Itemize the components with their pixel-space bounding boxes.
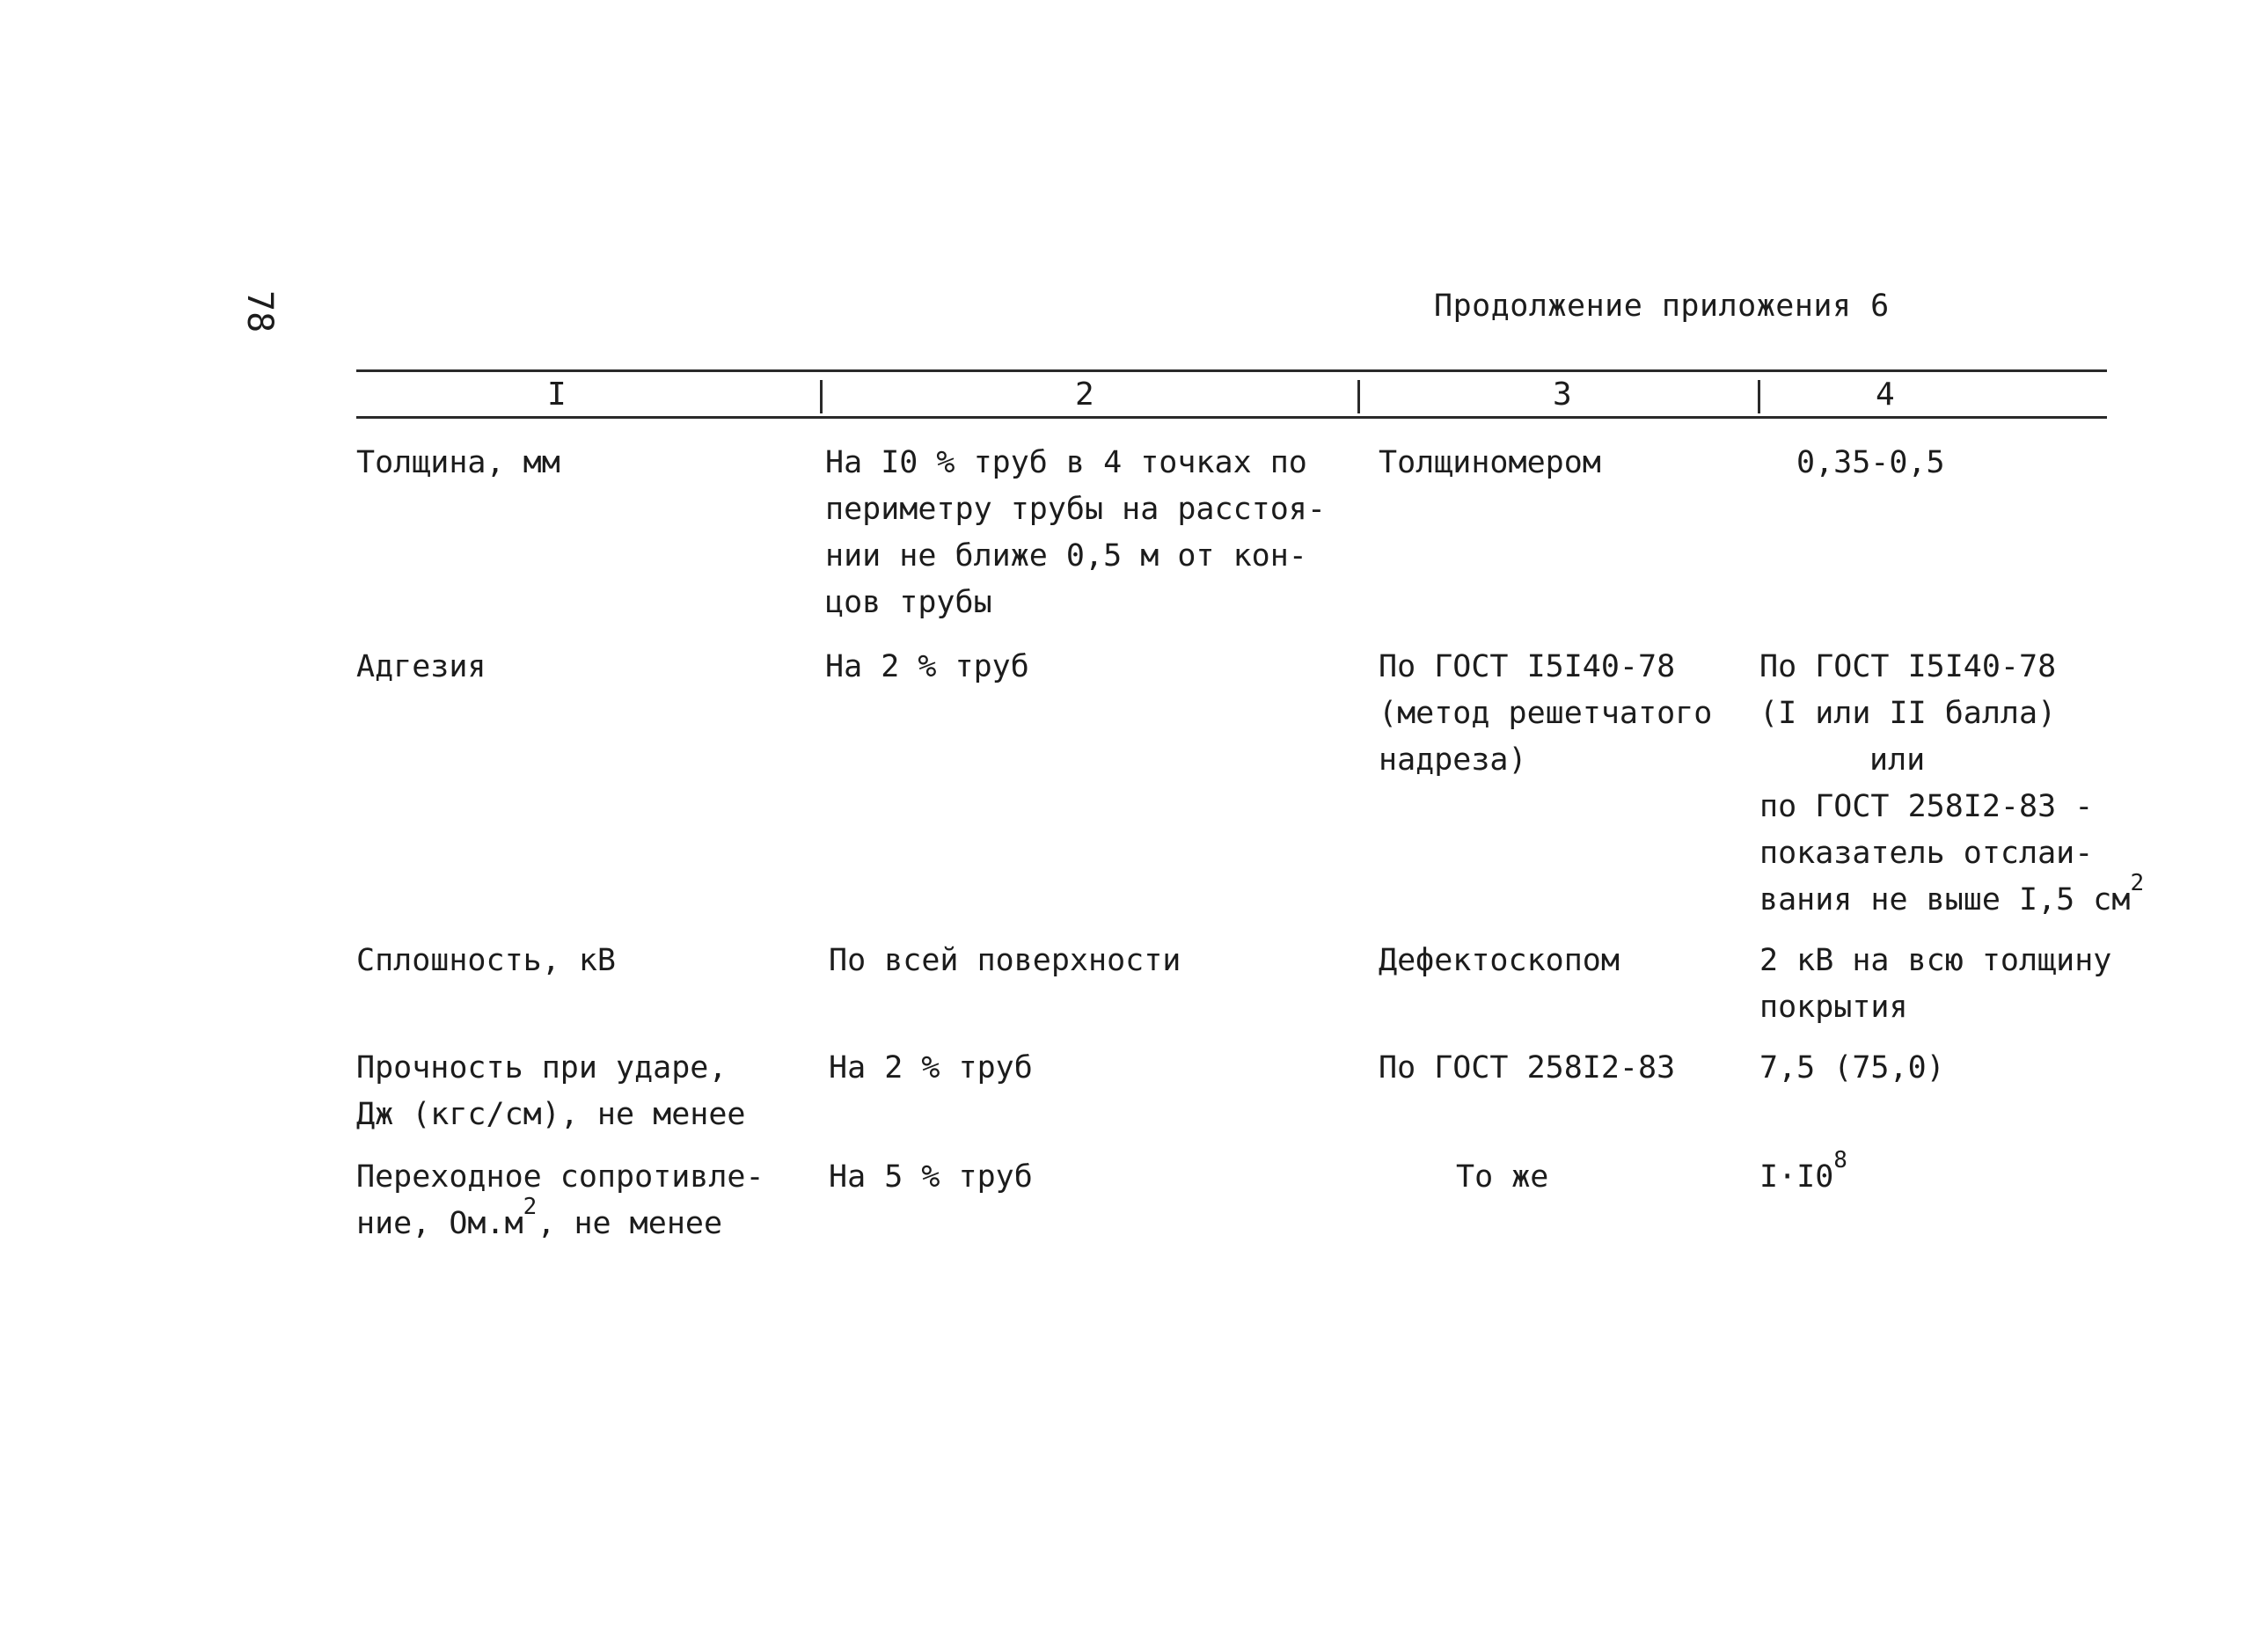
thickness-value: 0,35-0,5: [1796, 445, 1945, 480]
superscript-2: 2: [2130, 870, 2145, 896]
column-number-1: I: [547, 376, 567, 413]
adhesion-parameter: Адгезия: [356, 649, 486, 684]
column-separator: [1357, 380, 1360, 413]
thickness-parameter: Толщина, мм: [356, 445, 560, 480]
superscript-2: 2: [523, 1194, 538, 1220]
impact-strength-value: 7,5 (75,0): [1759, 1050, 1945, 1085]
transition-resistance-parameter: Переходное сопротивле- ние, $Ом.м^2$, не менее: [356, 1159, 764, 1241]
superscript-8: 8: [1833, 1147, 1847, 1173]
impact-strength-scope: На 2 % труб: [829, 1050, 1033, 1085]
column-number-2: 2: [1075, 376, 1094, 413]
table-top-rule: [356, 369, 2107, 372]
continuation-title: Продолжение приложения 6: [1434, 289, 1890, 324]
adhesion-scope: На 2 % труб: [825, 649, 1029, 684]
thickness-scope: На I0 % труб в 4 точках по периметру трубы на расстоя- нии не ближе 0,5 м от кон- цов трубы: [825, 445, 1326, 620]
transition-resistance-scope: На 5 % труб: [829, 1159, 1033, 1195]
transition-resistance-value: $I\cdot I0^8$: [1759, 1147, 1847, 1195]
adhesion-value: По ГОСТ I5I40-78 (I или II балла) или по ГОСТ 258I2-83 - показатель отслаи- вания не выше I,5 $см^2$: [1759, 649, 2145, 917]
thickness-method: Толщиномером: [1379, 445, 1601, 480]
adhesion-method: По ГОСТ I5I40-78 (метод решетчатого надреза): [1379, 649, 1713, 778]
column-separator: [820, 380, 823, 413]
column-separator: [1758, 380, 1760, 413]
column-number-3: 3: [1553, 376, 1572, 413]
continuity-scope: По всей поверхности: [829, 943, 1181, 978]
table-header-rule: [356, 416, 2107, 419]
impact-strength-parameter: Прочность при ударе, Дж (кгс/см), не менее: [356, 1050, 746, 1132]
impact-strength-method: По ГОСТ 258I2-83: [1379, 1050, 1676, 1085]
continuity-method: Дефектоскопом: [1379, 943, 1620, 978]
continuity-value: 2 кВ на всю толщину покрытия: [1759, 943, 2112, 1025]
column-number-4: 4: [1876, 376, 1895, 413]
transition-resistance-method: То же: [1456, 1159, 1549, 1195]
page-number: 78: [239, 290, 280, 333]
continuity-parameter: Сплошность, кВ: [356, 943, 617, 978]
